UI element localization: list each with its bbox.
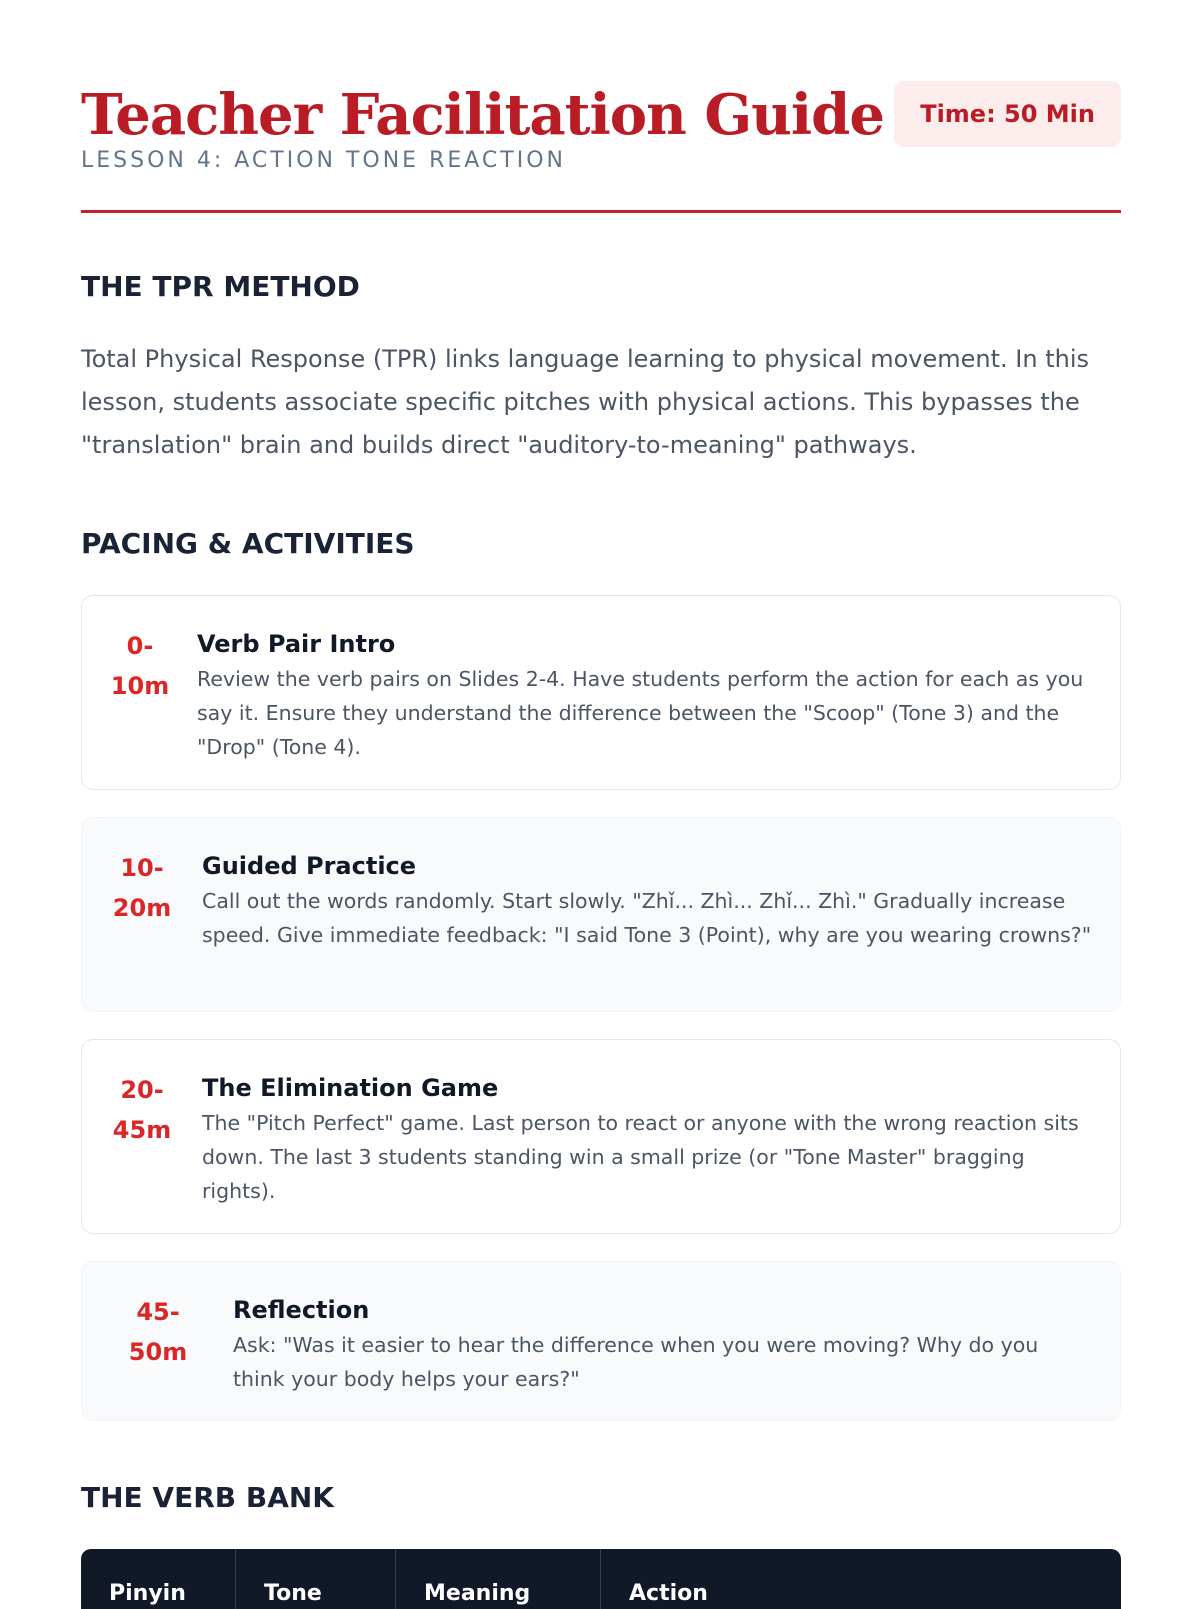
column-header-pinyin: Pinyin [81,1549,236,1609]
verb-bank-heading: THE VERB BANK [81,1481,334,1514]
activity-description: Review the verb pairs on Slides 2-4. Have students perform the action for each as you say it. Ensure they understand the difference between the "Scoop" (Tone 3) and the "Drop" (Tone 4). [197,667,1084,759]
activity-card [81,1039,1121,1234]
activity-body [202,848,1092,952]
page-title: Teacher Facilitation Guide [81,82,884,148]
activity-title: The Elimination Game [202,1074,499,1102]
time-start: 10- [120,854,164,882]
time-end: 10m [110,672,170,700]
time-start: 20- [120,1076,164,1104]
activity-time [110,848,174,928]
activity-description: Ask: "Was it easier to hear the difference when you were moving? Why do you think your body helps your ears?" [233,1333,1039,1391]
activity-time [110,626,170,706]
time-badge: Time: 50 Min [894,81,1121,147]
column-header-tone: Tone [236,1549,396,1609]
time-end: 20m [112,894,172,922]
activity-title: Reflection [233,1296,370,1324]
activity-body [202,1070,1097,1208]
time-end: 50m [128,1338,188,1366]
activity-title: Guided Practice [202,852,417,880]
time-end: 45m [112,1116,172,1144]
tpr-method-heading: THE TPR METHOD [81,270,360,303]
page-header [81,80,1121,213]
activity-card [81,595,1121,790]
activity-card [81,817,1121,1012]
activity-title: Verb Pair Intro [197,630,396,658]
activity-description: Call out the words randomly. Start slowly. "Zhǐ... Zhì... Zhǐ... Zhì." Gradually increase speed. Give immediate feedback: "I said Tone 3 (Point), why are you wearing crowns?" [202,889,1092,947]
activity-description: The "Pitch Perfect" game. Last person to react or anyone with the wrong reaction sits down. The last 3 students standing win a small prize (or "Tone Master" bragging rights). [202,1111,1079,1203]
activity-card [81,1261,1121,1421]
activity-time [126,1292,190,1372]
column-header-action: Action [629,1581,708,1606]
lesson-subtitle: LESSON 4: ACTION TONE REACTION [81,148,566,173]
time-start: 45- [136,1298,180,1326]
tpr-method-text: Total Physical Response (TPR) links language learning to physical movement. In this lesson, students associate specific pitches with physical actions. This bypasses the "translation" brain and builds direct "auditory-to-meaning" pathways. [81,345,1089,459]
column-header-meaning: Meaning [396,1549,601,1609]
verb-bank-table-header [81,1549,1121,1609]
activity-time [110,1070,174,1150]
pacing-heading: PACING & ACTIVITIES [81,527,415,560]
activity-body [233,1292,1093,1396]
time-start: 0- [126,632,154,660]
activity-body [197,626,1087,764]
